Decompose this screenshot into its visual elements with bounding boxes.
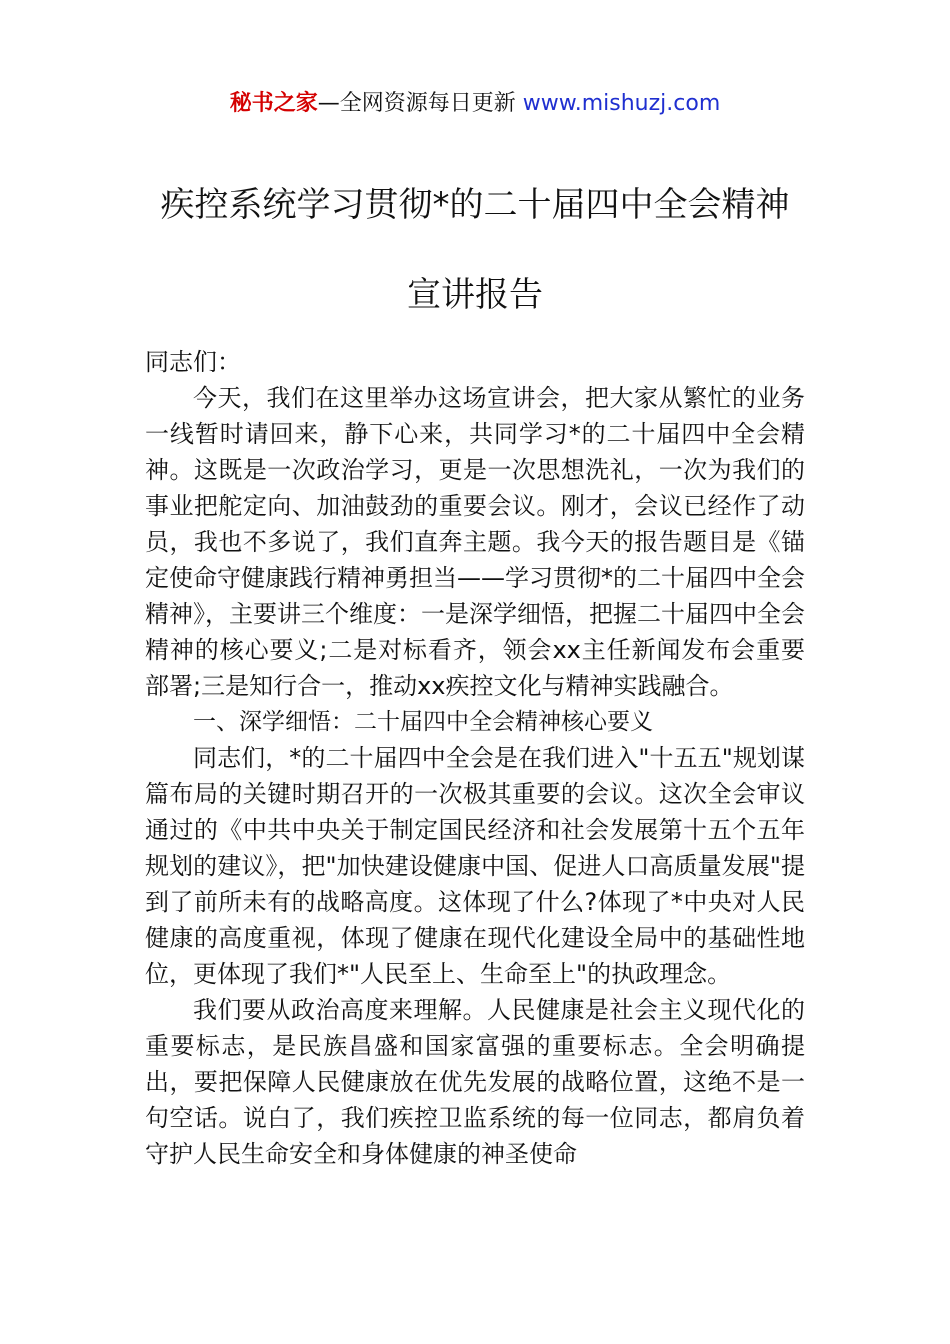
site-url-link[interactable]: www.mishuzj.com	[522, 91, 721, 116]
section-1-paragraph-2: 我们要从政治高度来理解。人民健康是社会主义现代化的重要标志，是民族昌盛和国家富强的重要标志。全会明确提出，要把保障人民健康放在优先发展的战略位置，这绝不是一句空话。说白了，我们疾控卫监系统的每一位同志，都肩负着守护人民生命安全和身体健康的神圣使命	[145, 996, 805, 1168]
site-header	[0, 88, 950, 120]
document-title	[0, 160, 950, 340]
site-tagline: —全网资源每日更新	[317, 91, 523, 116]
site-brand: 秘书之家	[229, 91, 318, 116]
document-body	[145, 344, 805, 1172]
intro-paragraph: 今天，我们在这里举办这场宣讲会，把大家从繁忙的业务一线暂时请回来，静下心来，共同学习*的二十届四中全会精神。这既是一次政治学习，更是一次思想洗礼，一次为我们的事业把舵定向、加油鼓劲的重要会议。刚才，会议已经作了动员，我也不多说了，我们直奔主题。我今天的报告题目是《锚定使命守健康践行精神勇担当——学习贯彻*的二十届四中全会精神》，主要讲三个维度：一是深学细悟，把握二十届四中全会精神的核心要义;二是对标看齐，领会xx主任新闻发布会重要部署;三是知行合一，推动xx疾控文化与精神实践融合。	[145, 384, 805, 700]
title-line-1: 疾控系统学习贯彻*的二十届四中全会精神	[160, 185, 790, 225]
section-1-heading: 一、深学细悟：二十届四中全会精神核心要义	[193, 709, 653, 735]
salutation: 同志们：	[145, 348, 241, 376]
section-1-paragraph-1: 同志们，*的二十届四中全会是在我们进入"十五五"规划谋篇布局的关键时期召开的一次极其重要的会议。这次全会审议通过的《中共中央关于制定国民经济和社会发展第十五个五年规划的建议》，把"加快建设健康中国、促进人口高质量发展"提到了前所未有的战略高度。这体现了什么?体现了*中央对人民健康的高度重视，体现了健康在现代化建设全局中的基础性地位，更体现了我们*"人民至上、生命至上"的执政理念。	[145, 744, 805, 988]
title-line-2: 宣讲报告	[407, 275, 543, 315]
